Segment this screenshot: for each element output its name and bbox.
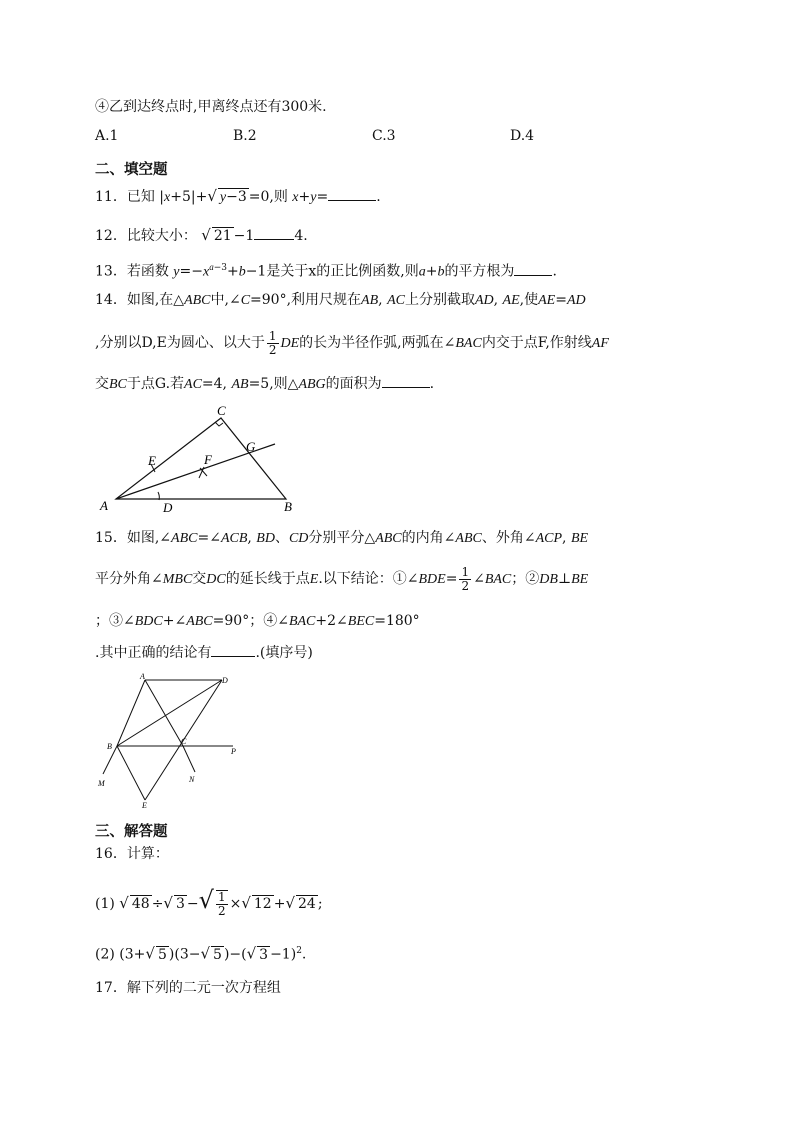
section-2-title: 二、填空题: [95, 162, 168, 178]
label-d: D: [163, 500, 173, 515]
label-b: B: [284, 499, 292, 514]
question-15-line-4: .其中正确的结论有 .(填序号): [95, 645, 313, 661]
label-c: C: [217, 403, 226, 418]
option-d: D.4: [510, 128, 535, 144]
answer-blank[interactable]: [514, 263, 552, 276]
label-a: A: [140, 672, 145, 681]
question-14-line-2: ,分别以D,E为圆心、以大于 $\frac{1}{2}$ DE的长为半径作弧,两弧在∠BAC内交于点F,作射线AF: [95, 328, 609, 357]
label-a: A: [100, 498, 108, 513]
question-15-line-3: ；③∠BDC+∠ABC=90°；④∠BAC+2∠BEC=180°: [95, 613, 420, 629]
label-d: D: [222, 676, 228, 685]
label-f: F: [204, 452, 212, 467]
question-16-part-2: (2) (3+√ 5 )(3−√ 5 )−(√ 3 −1)$^2$.: [95, 944, 307, 963]
question-16: 16．计算：: [95, 846, 169, 862]
question-12: 12．比较大小： √ 21 −1 4.: [95, 226, 308, 244]
question-13: 13．若函数 $y=-x^{a-3}+b-1$是关于x的正比例函数,则a+b的平方根为 .: [95, 262, 557, 280]
answer-blank[interactable]: [328, 188, 376, 201]
question-15-line-1: 15．如图,∠ABC=∠ACB, BD、CD分别平分△ABC的内角∠ABC、外角∠ACP, BE: [95, 530, 589, 546]
q10-item-4: ④乙到达终点时,甲离终点还有300米.: [95, 99, 327, 115]
label-e: E: [142, 801, 147, 810]
section-3-title: 三、解答题: [95, 824, 168, 840]
angle-bisector-figure: [95, 670, 255, 810]
answer-blank[interactable]: [211, 644, 255, 657]
label-n: N: [189, 775, 195, 784]
option-c: C.3: [372, 128, 396, 144]
question-17: 17．解下列的二元一次方程组: [95, 980, 281, 996]
label-e: E: [148, 453, 156, 468]
label-m: M: [98, 779, 105, 788]
answer-blank[interactable]: [382, 375, 430, 388]
answer-blank[interactable]: [254, 227, 294, 240]
question-14-line-3: 交BC于点G.若AC=4, AB=5,则△ABG的面积为 .: [95, 376, 435, 392]
label-p: P: [231, 747, 236, 756]
question-11: 11．已知 |x+5|+√ y−3 =0,则 x+y= .: [95, 187, 381, 205]
question-15-line-2: 平分外角∠MBC交DC的延长线于点E.以下结论：①∠BDE= $\frac{1}{2}$ ∠BAC；②DB⊥BE: [95, 564, 589, 593]
label-b: B: [107, 742, 112, 751]
triangle-figure: [95, 400, 315, 518]
option-a: A.1: [95, 128, 119, 144]
label-c: C: [181, 737, 187, 746]
question-14-line-1: 14．如图,在△ABC中,∠C=90°,利用尺规在AB, AC上分别截取AD, AE,使AE=AD: [95, 292, 586, 308]
label-g: G: [246, 439, 256, 454]
question-16-part-1: (1) √ 48 ÷√ 3 −√ $\frac{1}{2}$ ×√ 12 +√ 24 ;: [95, 886, 323, 918]
option-b: B.2: [233, 128, 257, 144]
